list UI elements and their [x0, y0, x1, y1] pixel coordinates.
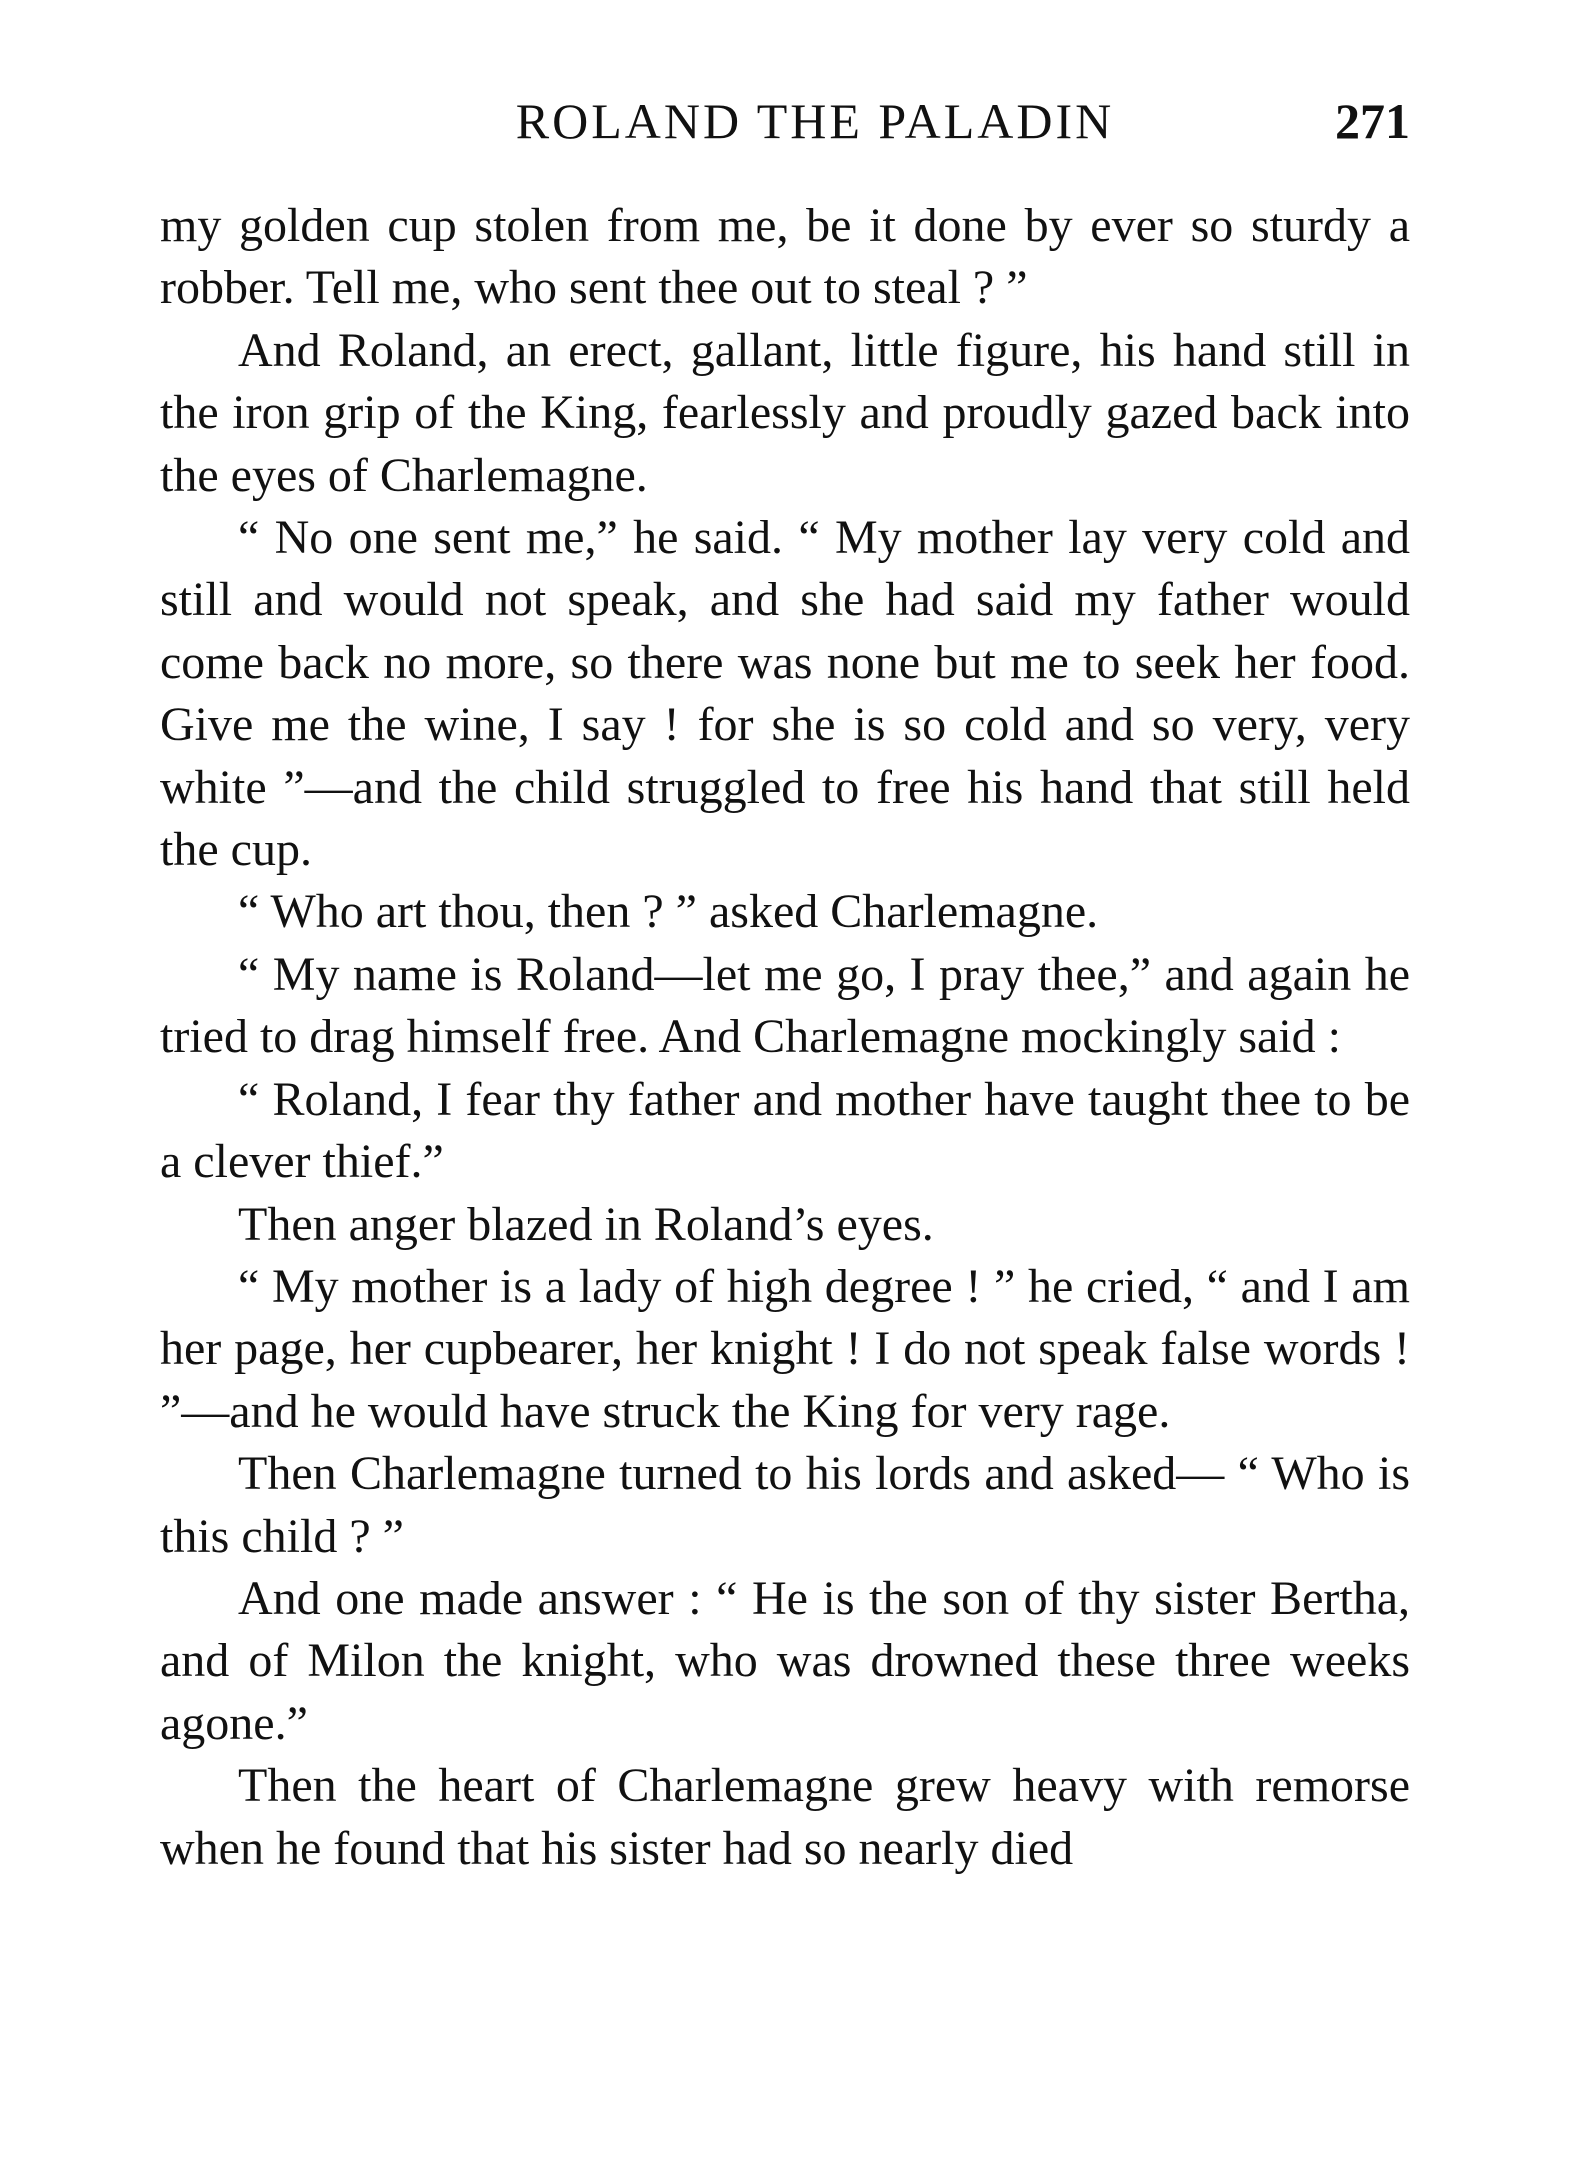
paragraph: “ Who art thou, then ? ” asked Charlemagne. [238, 885, 1099, 939]
body-text [160, 195, 1410, 1880]
paragraph: “ Roland, I fear thy father and mother have taught thee to be a clever thief.” [160, 1072, 1410, 1189]
paragraph: And Roland, an erect, gallant, little figure, his hand still in the iron grip of the King, fearlessly and proudly gazed back into the eyes of Charlemagne. [160, 323, 1410, 502]
paragraph: “ No one sent me,” he said. “ My mother lay very cold and still and would not speak, and she had said my father would come back no more, so there was none but me to seek her food. Give me the wine, I say ! for she is so cold and so very, very white ”—and the child struggled to free his hand that still held the cup. [160, 511, 1410, 877]
page-number: 271 [1335, 93, 1410, 149]
paragraph: Then anger blazed in Roland’s eyes. [238, 1197, 934, 1251]
paragraph: “ My mother is a lady of high degree ! ” he cried, “ and I am her page, her cupbearer, her knight ! I do not speak false words ! ”—and he would have struck the King for very rage. [160, 1259, 1410, 1438]
paragraph: my golden cup stolen from me, be it done by ever so sturdy a robber. Tell me, who sent thee out to steal ? ” [160, 199, 1410, 315]
paragraph: “ My name is Roland—let me go, I pray thee,” and again he tried to drag himself free. And Charlemagne mockingly said : [160, 947, 1410, 1064]
running-title: ROLAND THE PALADIN [515, 93, 1115, 149]
paragraph: And one made answer : “ He is the son of thy sister Bertha, and of Milon the knight, who was drowned these three weeks agone.” [160, 1571, 1410, 1750]
running-head [160, 92, 1410, 162]
paragraph: Then Charlemagne turned to his lords and asked— “ Who is this child ? ” [160, 1447, 1410, 1563]
paragraph: Then the heart of Charlemagne grew heavy with remorse when he found that his sister had so nearly died [160, 1759, 1410, 1875]
